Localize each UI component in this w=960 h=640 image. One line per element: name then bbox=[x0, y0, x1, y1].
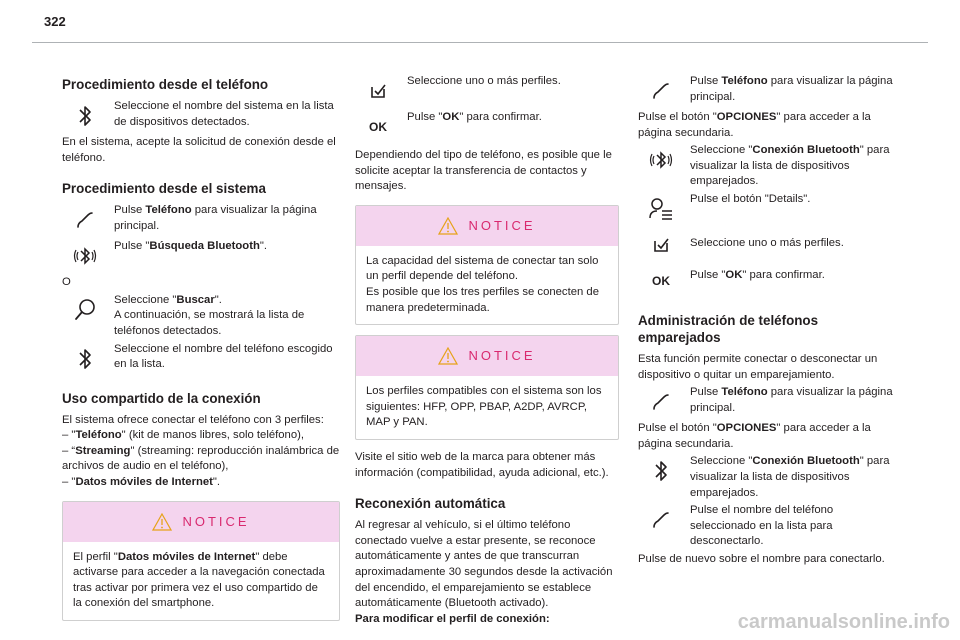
heading-auto-reconnect: Reconexión automática bbox=[355, 496, 506, 512]
heading-connection-sharing: Uso compartido de la conexión bbox=[62, 390, 261, 406]
step-press-phone: Pulse Teléfono para visualizar la página principal. bbox=[62, 203, 340, 237]
checkbox-icon bbox=[646, 230, 676, 260]
details-icon bbox=[646, 194, 676, 224]
notice-box: NOTICE Los perfiles compatibles con el sistema son los siguientes: HFP, OPP, PBAP, A2DP, AVRCP, MAP y PAN. bbox=[355, 335, 619, 440]
step-select-system-name: Seleccione el nombre del sistema en la lista de dispositivos detectados. bbox=[62, 99, 340, 133]
warning-icon bbox=[152, 513, 172, 531]
heading-procedure-phone: Procedimiento desde el teléfono bbox=[62, 77, 269, 92]
column-1: Procedimiento desde el teléfono Seleccione el nombre del sistema en la lista de dispositivos detectados. En el sistema, acepte la solicitud de conexión desde el teléfono. Procedimiento desde el sistema Pulse Teléfono para visualizar la página principal. Pulse "Búsqueda Bluetooth". O Seleccione "Buscar". A continuación, se mostrará la lista de teléfonos detectados. Seleccione el nombre del teléfono escogido en la lista. Uso compartido de la conexión El sistema ofrece conectar el teléfono con 3 perfiles: – "Teléfono" (kit de manos libres, solo teléfono), – “Streaming" (streaming: reproducción inalámbrica de archivos de audio en el teléfono), – "Datos móviles de Internet". NOTICE El perfil "Datos móviles de Internet" debe activarse para acceder a la navegación conectada tras activar por primera vez el uso compartido de la conexión del smartphone. bbox=[62, 62, 340, 631]
heading-paired-phones: Administración de teléfonos emparejados bbox=[638, 312, 819, 345]
step-bluetooth-connection: Seleccione "Conexión Bluetooth" para visualizar la lista de dispositivos emparejados. bbox=[638, 143, 900, 190]
bluetooth-icon bbox=[646, 456, 676, 486]
paragraph: En el sistema, acepte la solicitud de conexión desde el teléfono. bbox=[62, 136, 336, 164]
handset-icon bbox=[646, 505, 676, 535]
heading-procedure-system: Procedimiento desde el sistema bbox=[62, 181, 266, 197]
notice-title: NOTICE bbox=[182, 513, 250, 529]
step-disconnect: Pulse el nombre del teléfono seleccionado en la lista para desconectarlo. bbox=[638, 503, 900, 550]
step-press-phone: Pulse Teléfono para visualizar la página principal. bbox=[638, 74, 900, 108]
notice-box: NOTICE El perfil "Datos móviles de Internet" debe activarse para acceder a la navegación conectada tras activar por primera vez el uso compartido de la conexión del smartphone. bbox=[62, 501, 340, 621]
warning-icon bbox=[438, 347, 458, 365]
column-3: Pulse Teléfono para visualizar la página principal. Pulse el botón "OPCIONES" para acceder a la página secundaria. Seleccione "Conexión Bluetooth" para visualizar la lista de dispositivos emparejados. Pulse el botón "Details". Seleccione uno o más perfiles. OK Pulse "OK" para confirmar. Administración de teléfonos emparejados Esta función permite conectar o desconectar un dispositivo o quitar un emparejamiento. Pulse Teléfono para visualizar la página principal. Pulse el botón "OPCIONES" para acceder a la página secundaria. Seleccione "Conexión Bluetooth" para visualizar la lista de dispositivos emparejados. Pulse el nombre del teléfono seleccionado en la lista para desconectarlo. Pulse de nuevo sobre el nombre para conectarlo. bbox=[638, 62, 900, 568]
step-select-profiles: Seleccione uno o más perfiles. bbox=[638, 228, 900, 262]
bluetooth-search-icon bbox=[70, 241, 100, 271]
handset-icon bbox=[646, 387, 676, 417]
step-select-profiles: Seleccione uno o más perfiles. bbox=[355, 74, 619, 108]
watermark: carmanualsonline.info bbox=[737, 611, 950, 633]
step-bluetooth-connection: Seleccione "Conexión Bluetooth" para visualizar la lista de dispositivos emparejados. bbox=[638, 454, 900, 501]
handset-icon bbox=[646, 76, 676, 106]
ok-icon: OK bbox=[369, 120, 387, 134]
step-confirm-ok: OK Pulse "OK" para confirmar. bbox=[355, 110, 619, 144]
warning-icon bbox=[438, 217, 458, 235]
bluetooth-search-icon bbox=[646, 145, 676, 175]
step-press-phone: Pulse Teléfono para visualizar la página principal. bbox=[638, 385, 900, 419]
search-icon bbox=[70, 295, 100, 325]
bluetooth-icon bbox=[70, 344, 100, 374]
notice-box: NOTICE La capacidad del sistema de conectar tan solo un perfil depende del teléfono. Es posible que los tres perfiles se conecten de manera predeterminada. bbox=[355, 205, 619, 325]
step-select-phone: Seleccione el nombre del teléfono escogido en la lista. bbox=[62, 342, 340, 376]
page-number: 322 bbox=[44, 14, 66, 29]
handset-icon bbox=[70, 205, 100, 235]
column-2: Seleccione uno o más perfiles. OK Pulse "OK" para confirmar. Dependiendo del tipo de teléfono, es posible que le solicite aceptar la transferencia de contactos y mensajes. NOTICE La capacidad del sistema de conectar tan solo un perfil depende del teléfono. Es posible que los tres perfiles se conecten de manera predeterminada. NOTICE Los perfiles compatibles con el sistema son los siguientes: HFP, OPP, PBAP, A2DP, AVRCP, MAP y PAN. Visite el sitio web de la marca para obtener más información (compatibilidad, ayuda adicional, etc.). Reconexión automática Al regresar al vehículo, si el último teléfono conectado vuelve a estar presente, se reconoce automáticamente y antes de que transcurran aproximadamente 30 segundos desde la activación del encendido, el emparejamiento se establece automáticamente (Bluetooth activado). Para modificar el perfil de conexión: bbox=[355, 62, 619, 627]
header-rule bbox=[32, 42, 928, 43]
bluetooth-icon bbox=[70, 101, 100, 131]
checkbox-icon bbox=[363, 76, 393, 106]
step-details: Pulse el botón "Details". bbox=[638, 192, 900, 226]
step-bluetooth-search: Pulse "Búsqueda Bluetooth". bbox=[62, 239, 340, 273]
step-search: Seleccione "Buscar". A continuación, se mostrará la lista de teléfonos detectados. bbox=[62, 293, 340, 340]
step-confirm-ok: OK Pulse "OK" para confirmar. bbox=[638, 264, 900, 298]
or-label: O bbox=[62, 276, 71, 289]
ok-icon: OK bbox=[652, 273, 670, 288]
